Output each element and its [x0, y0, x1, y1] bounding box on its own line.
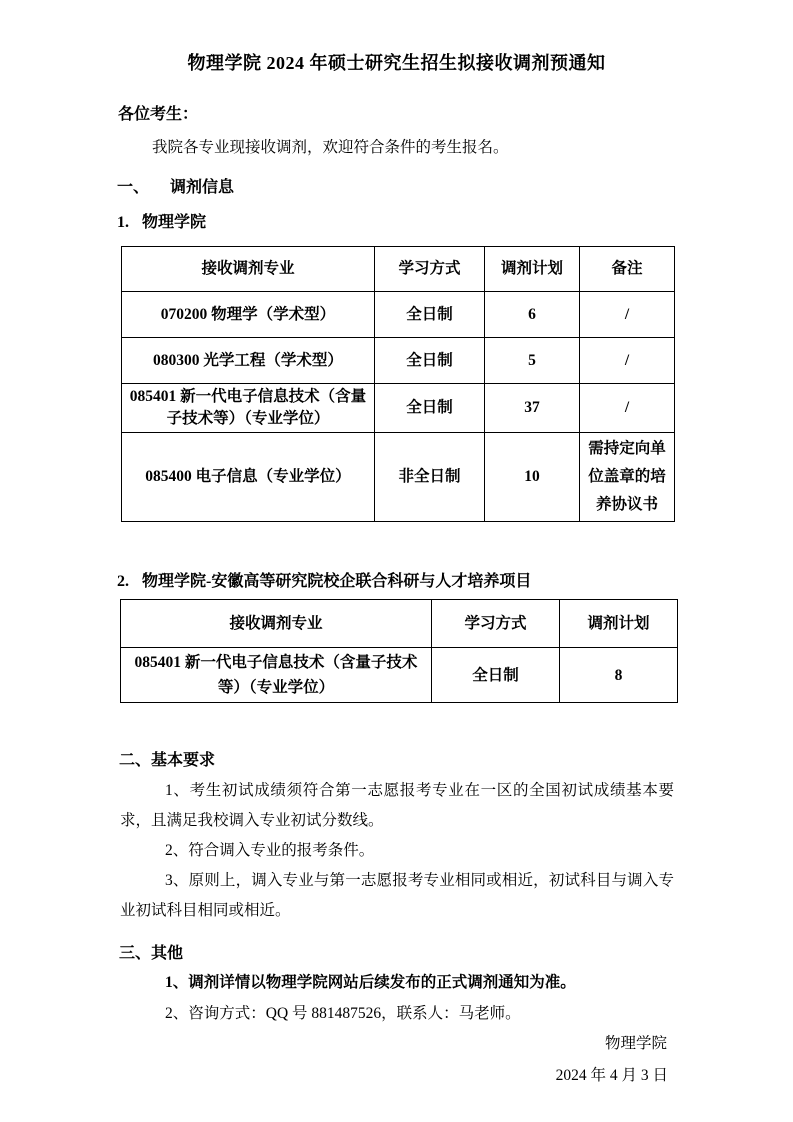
table-row: [122, 292, 675, 338]
cell-remark: /: [580, 338, 675, 384]
cell-specialty: 085401 新一代电子信息技术（含量子技术等）（专业学位）: [121, 648, 432, 703]
transfer-plan-table-physics: [121, 246, 675, 522]
subsection-1-1-title: 物理学院: [142, 214, 207, 231]
cell-specialty: 085400 电子信息（专业学位）: [122, 433, 375, 522]
cell-quota: 37: [485, 384, 580, 433]
header-cell-quota: 调剂计划: [560, 600, 678, 648]
cell-study-mode: 全日制: [375, 292, 485, 338]
section-3-heading: 三、其他: [119, 945, 184, 962]
cell-quota: 6: [485, 292, 580, 338]
section-2-body: [120, 776, 674, 926]
table-row: [122, 338, 675, 384]
header-cell-study-mode: 学习方式: [375, 247, 485, 292]
section-1-title: 调剂信息: [170, 179, 235, 196]
subsection-1-1-heading: [117, 209, 206, 232]
other-item-official-notice: 1、调剂详情以物理学院网站后续发布的正式调剂通知为准。: [165, 974, 576, 991]
subsection-1-1-number: 1.: [117, 214, 129, 231]
section-1-number: 一、: [117, 179, 150, 196]
header-cell-study-mode: 学习方式: [432, 600, 560, 648]
header-cell-quota: 调剂计划: [485, 247, 580, 292]
transfer-plan-table-joint-program: [120, 599, 678, 703]
signature-organization: 物理学院: [604, 1035, 667, 1052]
requirement-item: 1、考生初试成绩须符合第一志愿报考专业在一区的全国初试成绩基本要求，且满足我校调入专业初试分数线。: [120, 782, 674, 829]
subsection-1-2-number: 2.: [117, 573, 129, 590]
other-item-contact: 2、咨询方式：QQ 号 881487526，联系人：马老师。: [165, 1005, 521, 1022]
cell-specialty: 070200 物理学（学术型）: [122, 292, 375, 338]
cell-study-mode: 非全日制: [375, 433, 485, 522]
cell-remark: /: [580, 292, 675, 338]
cell-quota: 10: [485, 433, 580, 522]
intro-paragraph: 我院各专业现接收调剂，欢迎符合条件的考生报名。: [152, 139, 509, 156]
header-cell-remark: 备注: [580, 247, 675, 292]
page-title: 物理学院 2024 年硕士研究生招生拟接收调剂预通知: [187, 53, 606, 73]
cell-study-mode: 全日制: [432, 648, 560, 703]
header-cell-specialty: 接收调剂专业: [122, 247, 375, 292]
requirement-item: 2、符合调入专业的报考条件。: [165, 842, 375, 859]
requirement-item: 3、原则上，调入专业与第一志愿报考专业相同或相近，初试科目与调入专业初试科目相同或相近。: [120, 872, 674, 919]
table-row: [122, 384, 675, 433]
cell-study-mode: 全日制: [375, 338, 485, 384]
cell-specialty: 085401 新一代电子信息技术（含量子技术等）（专业学位）: [122, 384, 375, 433]
header-cell-specialty: 接收调剂专业: [121, 600, 432, 648]
salutation: 各位考生：: [118, 106, 199, 123]
cell-quota: 5: [485, 338, 580, 384]
subsection-1-2-title: 物理学院-安徽高等研究院校企联合科研与人才培养项目: [142, 573, 532, 590]
cell-remark: /: [580, 384, 675, 433]
section-1-heading: [117, 174, 234, 197]
cell-remark: 需持定向单位盖章的培养协议书: [580, 433, 675, 522]
table-header-row: [121, 600, 678, 648]
signature-date: 2024 年 4 月 3 日: [555, 1067, 668, 1084]
subsection-1-2-heading: [117, 568, 531, 591]
cell-quota: 8: [560, 648, 678, 703]
cell-study-mode: 全日制: [375, 384, 485, 433]
table-row: [122, 433, 675, 522]
section-2-heading: 二、基本要求: [119, 752, 216, 769]
cell-specialty: 080300 光学工程（学术型）: [122, 338, 375, 384]
table-header-row: [122, 247, 675, 292]
table-row: [121, 648, 678, 703]
